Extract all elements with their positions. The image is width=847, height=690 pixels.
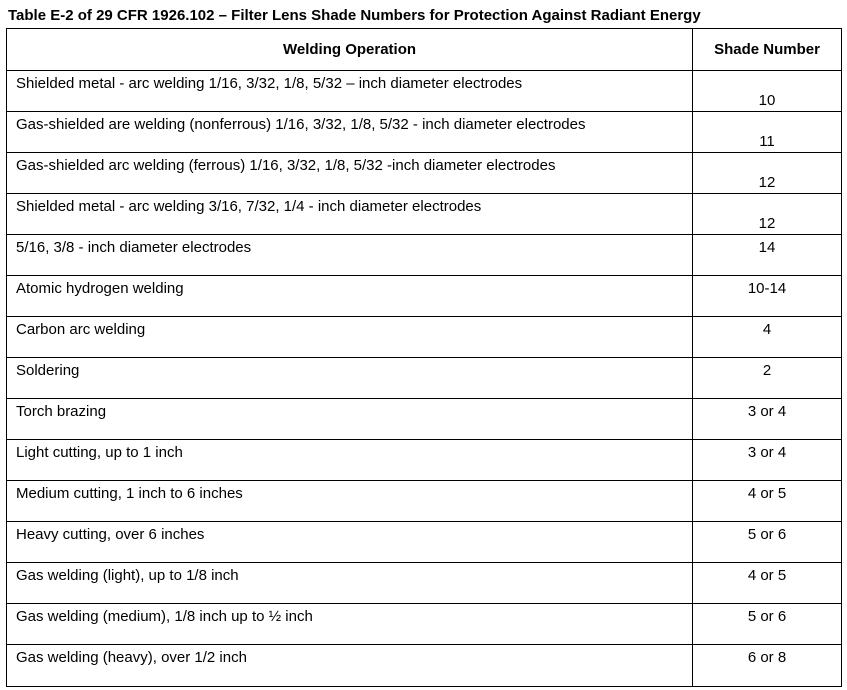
table-row: [7, 276, 842, 317]
table-title: Table E-2 of 29 CFR 1926.102 – Filter Lens Shade Numbers for Protection Against Radiant Energy: [8, 7, 701, 24]
table-row: [7, 399, 842, 440]
operation-cell: Gas welding (heavy), over 1/2 inch: [7, 645, 693, 687]
operation-cell: Carbon arc welding: [7, 317, 693, 358]
table-row: [7, 481, 842, 522]
table-row: [7, 112, 842, 153]
table-row: [7, 317, 842, 358]
shade-cell: 10-14: [693, 276, 842, 317]
table-row: [7, 522, 842, 563]
shade-cell: 3 or 4: [693, 399, 842, 440]
table-row: [7, 563, 842, 604]
shade-cell: 5 or 6: [693, 522, 842, 563]
operation-cell: 5/16, 3/8 - inch diameter electrodes: [7, 235, 693, 276]
operation-cell: Shielded metal - arc welding 1/16, 3/32, 1/8, 5/32 – inch diameter electrodes: [7, 71, 693, 112]
operation-cell: Heavy cutting, over 6 inches: [7, 522, 693, 563]
operation-cell: Atomic hydrogen welding: [7, 276, 693, 317]
table-header-row: [7, 29, 842, 71]
table-row: [7, 194, 842, 235]
header-shade-number: Shade Number: [693, 29, 842, 71]
shade-cell: 4 or 5: [693, 563, 842, 604]
table-row: [7, 358, 842, 399]
shade-cell: 5 or 6: [693, 604, 842, 645]
operation-cell: Light cutting, up to 1 inch: [7, 440, 693, 481]
header-welding-operation: Welding Operation: [7, 29, 693, 71]
table-row: [7, 604, 842, 645]
operation-cell: Soldering: [7, 358, 693, 399]
operation-cell: Gas welding (light), up to 1/8 inch: [7, 563, 693, 604]
operation-cell: Medium cutting, 1 inch to 6 inches: [7, 481, 693, 522]
table-row: [7, 71, 842, 112]
table-row: [7, 153, 842, 194]
table-row: [7, 235, 842, 276]
shade-table: [6, 28, 842, 687]
operation-cell: Gas welding (medium), 1/8 inch up to ½ inch: [7, 604, 693, 645]
table-row: [7, 440, 842, 481]
operation-cell: Gas-shielded arc welding (ferrous) 1/16, 3/32, 1/8, 5/32 -inch diameter electrodes: [7, 153, 693, 194]
shade-cell: 4: [693, 317, 842, 358]
operation-cell: Shielded metal - arc welding 3/16, 7/32, 1/4 - inch diameter electrodes: [7, 194, 693, 235]
shade-cell: 12: [693, 194, 842, 235]
shade-cell: 11: [693, 112, 842, 153]
shade-cell: 6 or 8: [693, 645, 842, 687]
shade-cell: 4 or 5: [693, 481, 842, 522]
table-row: [7, 645, 842, 687]
shade-cell: 12: [693, 153, 842, 194]
shade-cell: 14: [693, 235, 842, 276]
operation-cell: Gas-shielded are welding (nonferrous) 1/16, 3/32, 1/8, 5/32 - inch diameter electrodes: [7, 112, 693, 153]
shade-cell: 10: [693, 71, 842, 112]
shade-cell: 3 or 4: [693, 440, 842, 481]
operation-cell: Torch brazing: [7, 399, 693, 440]
shade-cell: 2: [693, 358, 842, 399]
